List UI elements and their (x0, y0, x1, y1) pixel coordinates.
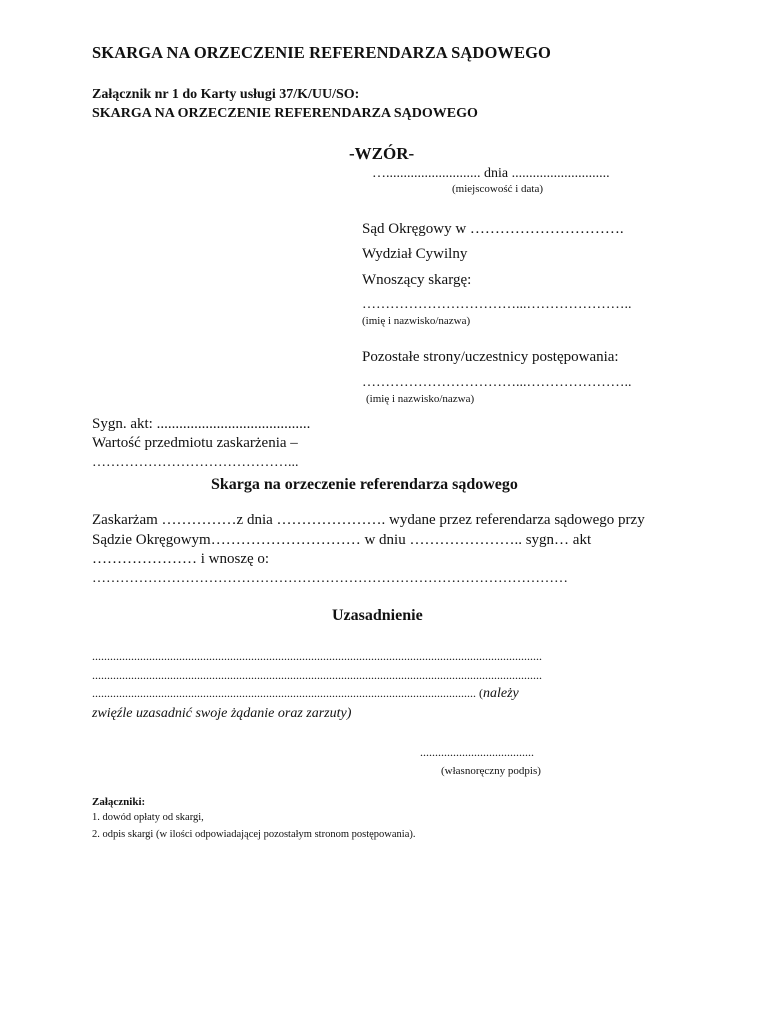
subject-value-dots: ……………………………………... (92, 455, 299, 470)
attachment-reference-line2: SKARGA NA ORZECZENIE REFERENDARZA SĄDOWEGO (92, 106, 478, 121)
signature-hint: (własnoręczny podpis) (441, 765, 541, 777)
complaint-body-line2: Sądzie Okręgowym………………………… w dniu ………………….. sygn… akt (92, 532, 592, 548)
justification-line3-dots: ................................................................................................................................ ( (92, 686, 483, 700)
court-line: Sąd Okręgowy w …………………………. (362, 221, 624, 237)
place-date-line: …........................... dnia ............................ (372, 166, 610, 181)
complaint-body-line3: ………………… i wnoszę o: (92, 551, 270, 567)
justification-hint-start: należy (483, 686, 519, 701)
justification-line1: ...................................................................................................................................................... (92, 649, 542, 663)
justification-hint-end: zwięźle uzasadnić swoje żądanie oraz zarzuty) (92, 706, 352, 721)
case-number-line: Sygn. akt: ......................................... (92, 416, 311, 432)
attachment-item-1: 1. dowód opłaty od skargi, (92, 812, 204, 823)
template-label: -WZÓR- (349, 144, 415, 163)
complaint-body-line1: Zaskarżam ……………z dnia …………………. wydane przez referendarza sądowego przy (92, 512, 645, 528)
division-line: Wydział Cywilny (362, 246, 468, 262)
other-parties-dots: ……………………………...………………….. (362, 375, 632, 390)
justification-line2: ...................................................................................................................................................... (92, 668, 542, 682)
signature-dots: ...................................... (420, 745, 534, 759)
document-title: SKARGA NA ORZECZENIE REFERENDARZA SĄDOWEGO (92, 43, 551, 62)
justification-line3 (92, 686, 519, 702)
complaint-body-line4: ………………………………………………………………………………………… (92, 571, 568, 586)
other-parties-hint: (imię i nazwisko/nazwa) (366, 393, 475, 405)
attachment-item-2: 2. odpis skargi (w ilości odpowiadającej pozostałym stronom postępowania). (92, 829, 416, 840)
complainant-hint: (imię i nazwisko/nazwa) (362, 315, 471, 327)
attachments-label: Załączniki: (92, 796, 146, 808)
complaint-heading: Skarga na orzeczenie referendarza sądowego (211, 476, 518, 493)
complainant-label: Wnoszący skargę: (362, 272, 472, 288)
place-date-hint: (miejscowość i data) (452, 183, 544, 195)
complainant-dots: ……………………………...………………….. (362, 297, 632, 312)
justification-heading: Uzasadnienie (332, 607, 423, 624)
attachment-reference-line1: Załącznik nr 1 do Karty usługi 37/K/UU/SO: (92, 87, 360, 102)
other-parties-label: Pozostałe strony/uczestnicy postępowania: (362, 349, 619, 365)
subject-value-label: Wartość przedmiotu zaskarżenia – (92, 435, 298, 451)
